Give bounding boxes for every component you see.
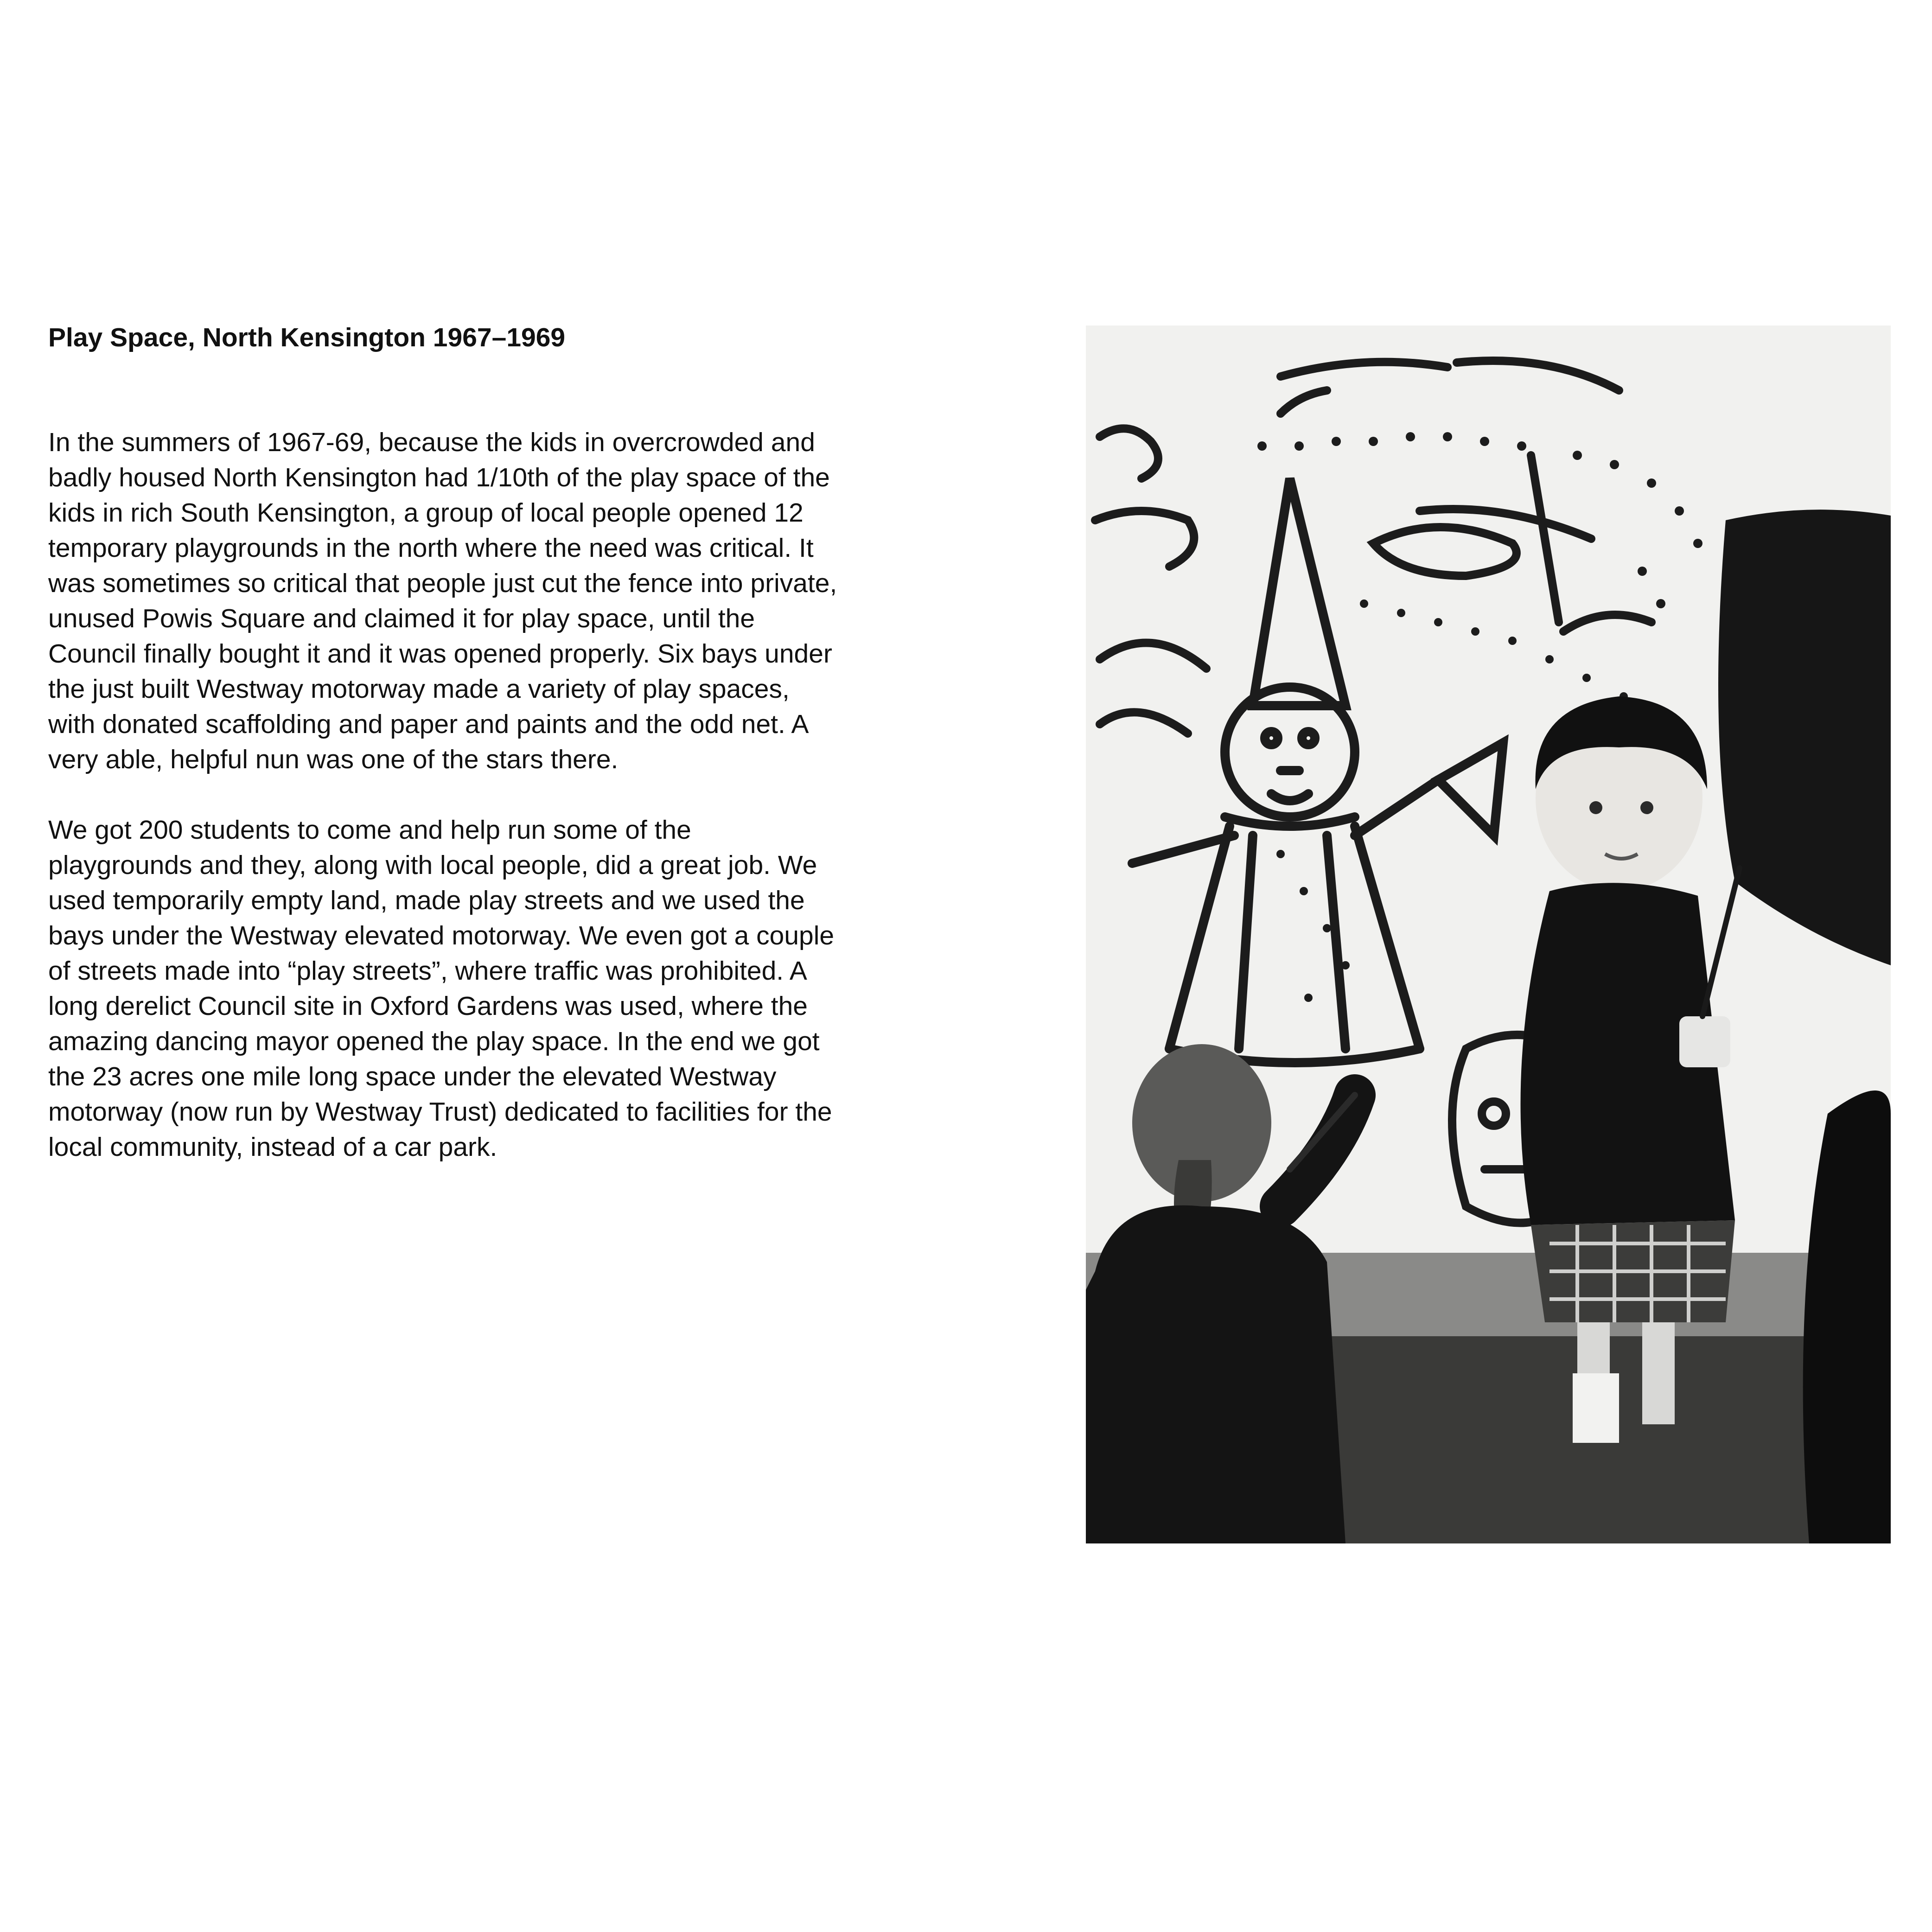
text-line: very able, helpful nun was one of the stars there.: [48, 745, 618, 774]
article-text: [48, 320, 957, 1200]
paragraph-2: [48, 812, 957, 1165]
text-line: temporary playgrounds in the north where the need was critical. It: [48, 533, 814, 563]
text-line: bays under the Westway elevated motorway. We even got a couple: [48, 921, 835, 950]
text-line: of streets made into “play streets”, where traffic was prohibited. A: [48, 956, 807, 986]
photo-illustration: [1086, 325, 1891, 1543]
paragraph-1: [48, 425, 957, 777]
children-painting-photo: [1086, 325, 1891, 1543]
text-line: with donated scaffolding and paper and paints and the odd net. A: [48, 709, 809, 739]
text-line: the just built Westway motorway made a variety of play spaces,: [48, 674, 790, 704]
text-line: was sometimes so critical that people just cut the fence into private,: [48, 568, 837, 598]
text-line: playgrounds and they, along with local people, did a great job. We: [48, 850, 817, 880]
text-line: local community, instead of a car park.: [48, 1132, 497, 1162]
text-line: In the summers of 1967-69, because the kids in overcrowded and: [48, 427, 815, 457]
article-heading: Play Space, North Kensington 1967–1969: [48, 323, 566, 352]
text-line: kids in rich South Kensington, a group of local people opened 12: [48, 498, 803, 528]
text-line: motorway (now run by Westway Trust) dedicated to facilities for the: [48, 1097, 832, 1127]
text-line: We got 200 students to come and help run some of the: [48, 815, 691, 845]
text-line: badly housed North Kensington had 1/10th of the play space of the: [48, 463, 830, 492]
text-line: unused Powis Square and claimed it for play space, until the: [48, 604, 755, 633]
text-line: long derelict Council site in Oxford Gardens was used, where the: [48, 991, 808, 1021]
text-line: the 23 acres one mile long space under the elevated Westway: [48, 1062, 777, 1091]
text-line: Council finally bought it and it was opened properly. Six bays under: [48, 639, 832, 669]
text-line: amazing dancing mayor opened the play space. In the end we got: [48, 1027, 820, 1056]
text-line: used temporarily empty land, made play streets and we used the: [48, 886, 805, 915]
